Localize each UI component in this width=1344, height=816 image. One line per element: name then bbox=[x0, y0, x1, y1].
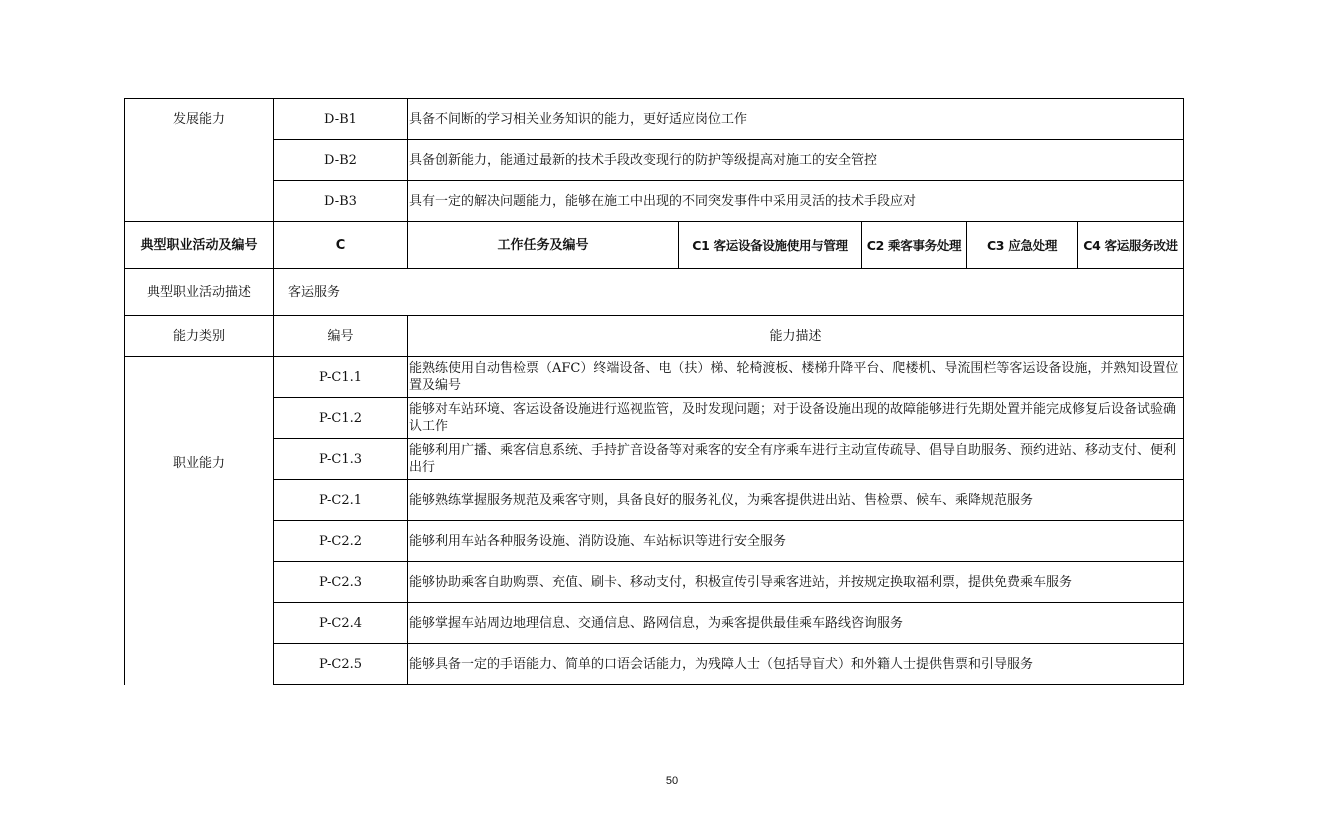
ability-desc: 具备不间断的学习相关业务知识的能力，更好适应岗位工作 bbox=[408, 99, 1184, 140]
ability-code: P-C2.2 bbox=[274, 521, 408, 562]
professional-category-label: 职业能力 bbox=[172, 456, 225, 472]
task-label: 工作任务及编号 bbox=[408, 222, 679, 269]
ability-code: P-C2.4 bbox=[274, 603, 408, 644]
activity-desc-label: 典型职业活动描述 bbox=[125, 269, 274, 316]
professional-category-cell bbox=[125, 357, 274, 685]
ability-desc: 能够协助乘客自助购票、充值、刷卡、移动支付，积极宣传引导乘客进站，并按规定换取福利票，提供免费乘车服务 bbox=[408, 562, 1184, 603]
activity-desc-row bbox=[125, 269, 1184, 316]
column-header-category: 能力类别 bbox=[125, 316, 274, 357]
ability-desc: 能够利用广播、乘客信息系统、手持扩音设备等对乘客的安全有序乘车进行主动宣传疏导、倡导自助服务、预约进站、移动支付、便利出行 bbox=[408, 439, 1184, 480]
table-row bbox=[125, 181, 1184, 222]
table-row bbox=[125, 99, 1184, 140]
ability-code: P-C2.3 bbox=[274, 562, 408, 603]
task-c3: C3 应急处理 bbox=[967, 222, 1078, 269]
ability-desc: 能够掌握车站周边地理信息、交通信息、路网信息，为乘客提供最佳乘车路线咨询服务 bbox=[408, 603, 1184, 644]
ability-code: P-C2.1 bbox=[274, 480, 408, 521]
task-c1: C1 客运设备设施使用与管理 bbox=[679, 222, 862, 269]
ability-desc: 具有一定的解决问题能力，能够在施工中出现的不同突发事件中采用灵活的技术手段应对 bbox=[408, 181, 1184, 222]
ability-code: P-C1.1 bbox=[274, 357, 408, 398]
activity-code: C bbox=[274, 222, 408, 269]
ability-desc: 具备创新能力，能通过最新的技术手段改变现行的防护等级提高对施工的安全管控 bbox=[408, 140, 1184, 181]
ability-code: D-B1 bbox=[274, 99, 408, 140]
table-row bbox=[125, 480, 1184, 521]
table-row bbox=[125, 603, 1184, 644]
table-row bbox=[125, 562, 1184, 603]
table-row bbox=[125, 644, 1184, 685]
ability-desc: 能够对车站环境、客运设备设施进行巡视监管，及时发现问题；对于设备设施出现的故障能够进行先期处置并能完成修复后设备试验确认工作 bbox=[408, 398, 1184, 439]
ability-code: D-B3 bbox=[274, 181, 408, 222]
ability-code: P-C1.3 bbox=[274, 439, 408, 480]
page-number: 50 bbox=[665, 775, 679, 787]
ability-desc: 能够具备一定的手语能力、简单的口语会话能力，为残障人士（包括导盲犬）和外籍人士提供售票和引导服务 bbox=[408, 644, 1184, 685]
table-row bbox=[125, 439, 1184, 480]
task-c4: C4 客运服务改进 bbox=[1078, 222, 1184, 269]
column-header-code: 编号 bbox=[274, 316, 408, 357]
activity-desc-value: 客运服务 bbox=[274, 269, 1184, 316]
activity-header-row bbox=[125, 222, 1184, 269]
activity-label: 典型职业活动及编号 bbox=[125, 222, 274, 269]
table-row bbox=[125, 357, 1184, 398]
ability-desc: 能够熟练掌握服务规范及乘客守则，具备良好的服务礼仪，为乘客提供进出站、售检票、候车、乘降规范服务 bbox=[408, 480, 1184, 521]
table-row bbox=[125, 398, 1184, 439]
table-row bbox=[125, 521, 1184, 562]
table-row bbox=[125, 140, 1184, 181]
ability-desc: 能熟练使用自动售检票（AFC）终端设备、电（扶）梯、轮椅渡板、楼梯升降平台、爬楼机、导流围栏等客运设备设施，并熟知设置位置及编号 bbox=[408, 357, 1184, 398]
task-c2: C2 乘客事务处理 bbox=[862, 222, 967, 269]
ability-desc: 能够利用车站各种服务设施、消防设施、车站标识等进行安全服务 bbox=[408, 521, 1184, 562]
ability-code: P-C1.2 bbox=[274, 398, 408, 439]
column-header-row bbox=[125, 316, 1184, 357]
competency-table bbox=[124, 98, 1184, 685]
column-header-desc: 能力描述 bbox=[408, 316, 1184, 357]
ability-code: D-B2 bbox=[274, 140, 408, 181]
ability-code: P-C2.5 bbox=[274, 644, 408, 685]
development-category-cell: 发展能力 bbox=[125, 99, 274, 222]
